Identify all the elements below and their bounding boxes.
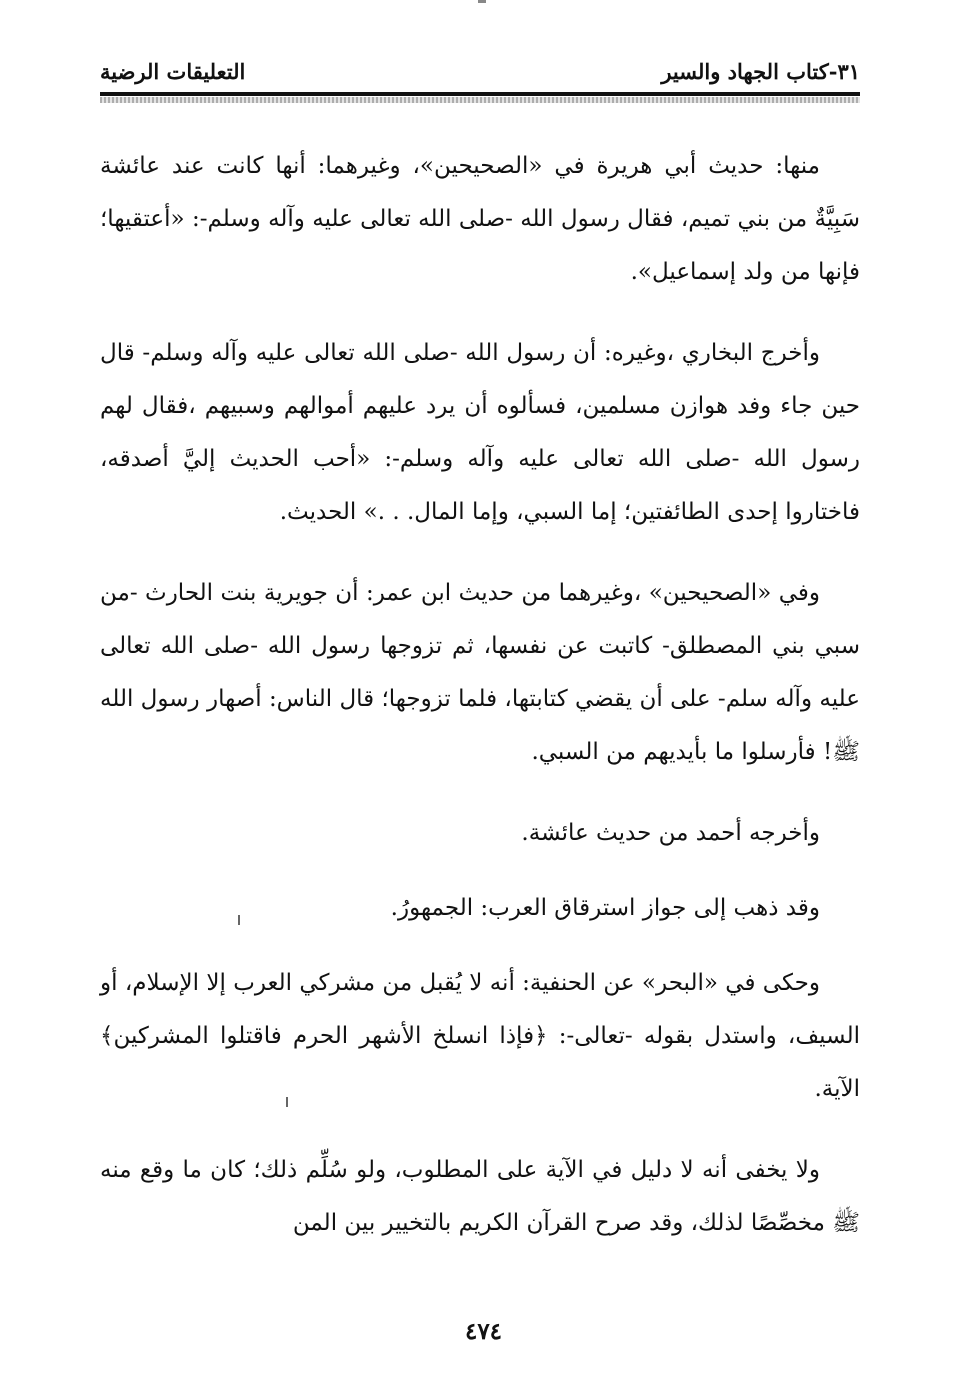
scan-speck [286, 1097, 288, 1107]
paragraph: ولا يخفى أنه لا دليل في الآية على المطلوب، ولو سُلِّم ذلك؛ كان ما وقع منه ﷺ مخصِّصًا لذلك، وقد صرح القرآن الكريم بالتخيير بين المن [100, 1157, 860, 1236]
paragraph: وقد ذهب إلى جواز استرقاق العرب: الجمهورُ. [390, 895, 820, 921]
header-rule [100, 92, 860, 96]
chapter-title: ٣١-كتاب الجهاد والسير [661, 59, 860, 84]
page-number: ٤٧٤ [464, 1318, 503, 1345]
paragraph: وأخرج البخاري ،وغيره: أن رسول الله -صلى الله تعالى عليه وآله وسلم- قال حين جاء وفد هوازن مسلمين، فسألوه أن يرد عليهم أموالهم وسبيهم ،فقال لهم رسول الله -صلى الله تعالى عليه وآله وسلم-: «أحب الحديث إليَّ أصدقه، فاختاروا إحدى الطائفتين؛ إما السبي، وإما المال. . .» الحديث. [100, 340, 860, 525]
scan-mark [478, 0, 486, 3]
paragraph: وحكى في «البحر» عن الحنفية: أنه لا يُقبل من مشركي العرب إلا الإسلام، أو السيف، واستدل بقوله -تعالى-: ﴿فإذا انسلخ الأشهر الحرم فاقتلوا المشركين﴾ الآية. [100, 970, 860, 1102]
running-header [100, 55, 860, 95]
book-title: التعليقات الرضية [100, 59, 246, 84]
scan-speck [238, 915, 240, 925]
header-rule-dotted [100, 97, 860, 103]
paragraph: منها: حديث أبي هريرة في «الصحيحين»، وغيرهما: أنها كانت عند عائشة سَبِيَّةٌ من بني تميم، فقال رسول الله -صلى الله تعالى عليه وآله وسلم-: «أعتقيها؛ فإنها من ولد إسماعيل». [100, 153, 860, 285]
paragraph: وأخرجه أحمد من حديث عائشة. [521, 820, 820, 846]
main-text [100, 140, 860, 1278]
paragraph: وفي «الصحيحين» ،وغيرهما من حديث ابن عمر: أن جويرية بنت الحارث -من سبي بني المصطلق- كاتبت عن نفسها، ثم تزوجها رسول الله -صلى الله تعالى عليه وآله سلم- على أن يقضي كتابتها، فلما تزوجها؛ قال الناس: أصهار رسول الله ﷺ! فأرسلوا ما بأيديهم من السبي. [100, 580, 860, 765]
